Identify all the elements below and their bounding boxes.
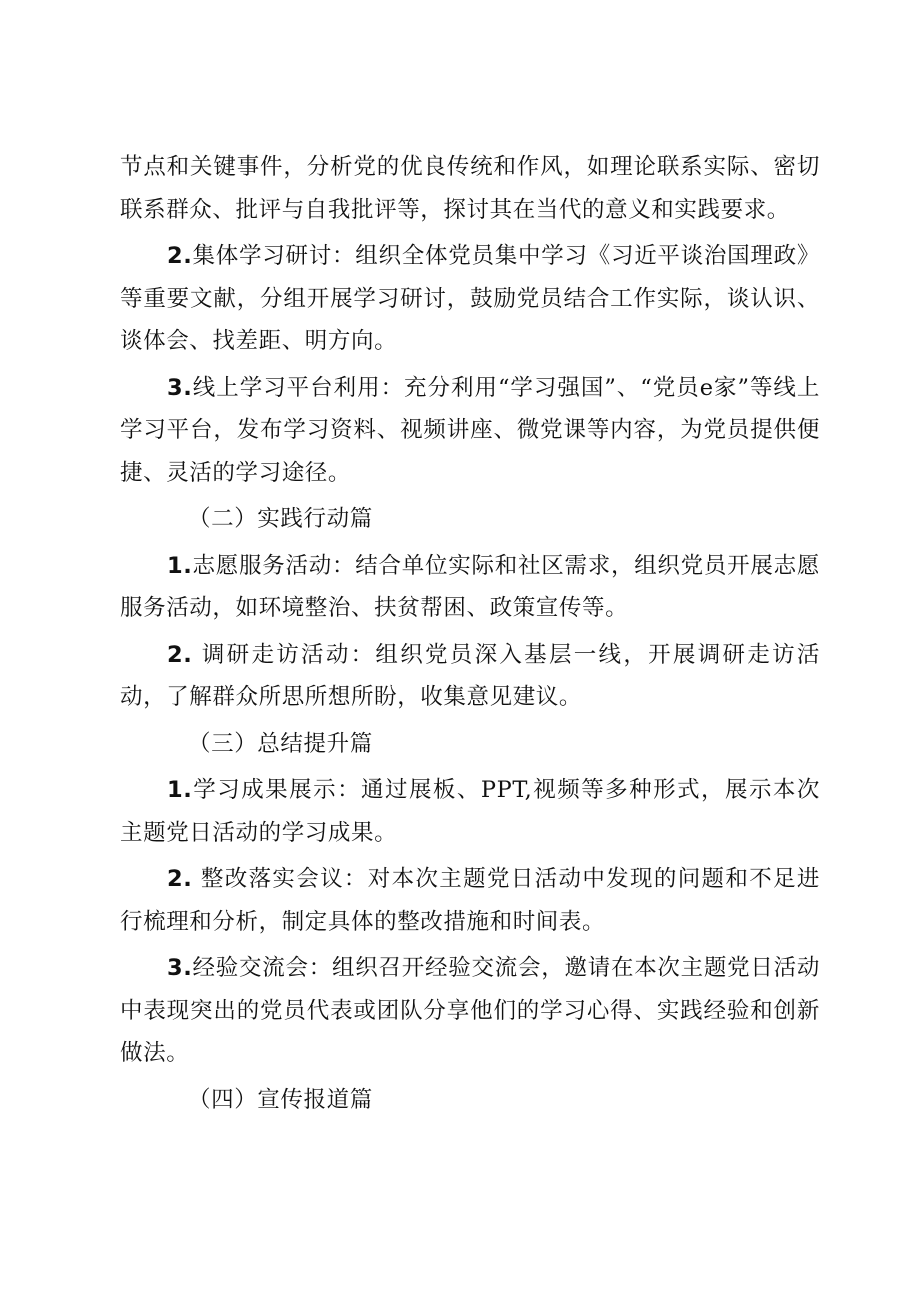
heading-text: （四）宣传报道篇 <box>188 1086 373 1113</box>
paragraph-text: 经验交流会：组织召开经验交流会，邀请在本次主题党日活动中表现突出的党员代表或团队分享他们的学习心得、实践经验和创新做法。 <box>120 955 820 1066</box>
item-number: 1. <box>167 552 193 579</box>
item-number: 3. <box>167 374 193 401</box>
document-body <box>120 146 820 1121</box>
section-heading-summary <box>120 723 820 766</box>
list-item-collective-study <box>120 235 820 363</box>
paragraph-continuation <box>120 146 820 231</box>
list-item-field-research <box>120 634 820 719</box>
list-item-results-display <box>120 769 820 854</box>
list-item-rectification-meeting <box>120 858 820 943</box>
item-number: 2. <box>167 243 193 269</box>
paragraph-text: 集体学习研讨：组织全体党员集中学习《习近平谈治国理政》等重要文献，分组开展学习研讨，鼓励党员结合工作实际，谈认识、谈体会、找差距、明方向。 <box>120 243 820 354</box>
paragraph-text: 学习成果展示：通过展板、PPT,视频等多种形式，展示本次主题党日活动的学习成果。 <box>120 777 820 846</box>
paragraph-text: 志愿服务活动：结合单位实际和社区需求，组织党员开展志愿服务活动，如环境整治、扶贫帮困、政策宣传等。 <box>120 552 820 621</box>
heading-text: （三）总结提升篇 <box>188 730 373 757</box>
heading-text: （二）实践行动篇 <box>188 506 373 532</box>
item-number: 3. <box>167 955 193 981</box>
item-number: 2. <box>167 641 193 668</box>
section-heading-practice <box>120 498 820 541</box>
paragraph-text: 线上学习平台利用：充分利用“学习强国”、“党员e家”等线上学习平台，发布学习资料、视频讲座、微党课等内容，为党员提供便捷、灵活的学习途径。 <box>120 374 820 486</box>
list-item-experience-exchange <box>120 947 820 1075</box>
item-number: 1. <box>167 777 193 803</box>
list-item-online-platform <box>120 367 820 495</box>
item-number: 2. <box>167 866 193 892</box>
paragraph-text: 整改落实会议：对本次主题党日活动中发现的问题和不足进行梳理和分析，制定具体的整改措施和时间表。 <box>120 866 820 935</box>
list-item-volunteer-service <box>120 545 820 630</box>
section-heading-publicity <box>120 1079 820 1122</box>
paragraph-text: 节点和关键事件，分析党的优良传统和作风，如理论联系实际、密切联系群众、批评与自我批评等，探讨其在当代的意义和实践要求。 <box>120 154 820 223</box>
paragraph-text: 调研走访活动：组织党员深入基层一线，开展调研走访活动，了解群众所思所想所盼，收集意见建议。 <box>120 641 820 710</box>
